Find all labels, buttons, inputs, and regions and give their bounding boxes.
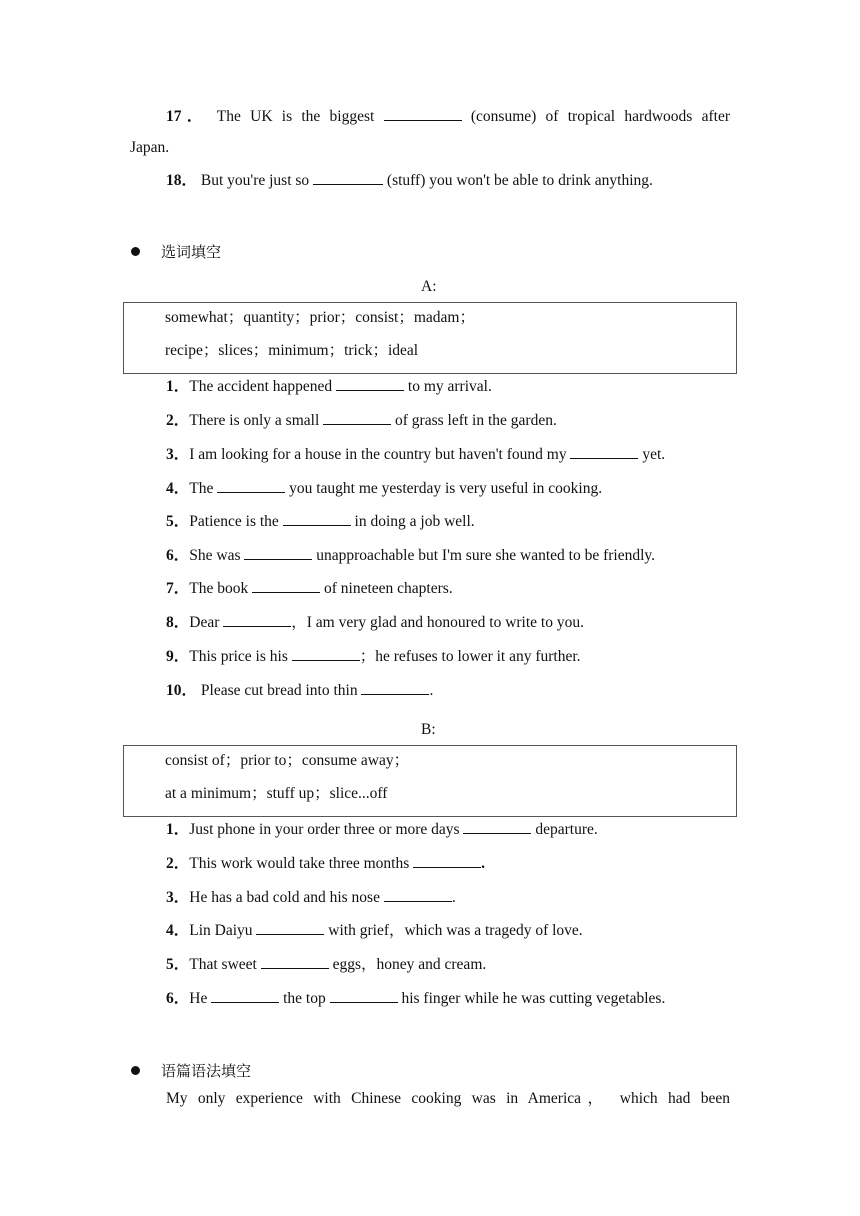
- part-b-question-2: 2．This work would take three months .: [166, 855, 485, 872]
- question-text: eggs，honey and cream.: [332, 956, 487, 973]
- question-text: with grief，which was a tragedy of love.: [328, 922, 583, 939]
- question-text: Dear: [189, 614, 220, 631]
- question-text: of nineteen chapters.: [324, 580, 453, 597]
- part-b-question-1: 1．Just phone in your order three or more days departure.: [166, 821, 598, 838]
- question-number: 5: [166, 513, 174, 530]
- part-b-label: B:: [421, 721, 436, 738]
- part-b-question-4: 4．Lin Daiyu with grief，which was a tragedy of love.: [166, 922, 583, 939]
- question-text: There is only a small: [189, 412, 320, 429]
- question-text: That sweet: [189, 956, 257, 973]
- answer-blank[interactable]: [223, 612, 291, 627]
- question-number: 3: [166, 446, 174, 463]
- part-b-question-6: 6．He the top his finger while he was cutting vegetables.: [166, 990, 666, 1007]
- question-text: the top: [283, 990, 326, 1007]
- answer-blank[interactable]: [292, 646, 360, 661]
- question-text: This work would take three months: [189, 855, 410, 872]
- answer-blank[interactable]: [570, 444, 638, 459]
- question-number: 8: [166, 614, 174, 631]
- question-text: unapproachable but I'm sure she wanted to be friendly.: [316, 547, 656, 564]
- word-bank-b: [123, 745, 737, 817]
- question-text: in doing a job well.: [354, 513, 475, 530]
- question-text: Just phone in your order three or more days: [189, 821, 460, 838]
- answer-blank[interactable]: [252, 578, 320, 593]
- question-17-continuation: Japan.: [130, 139, 170, 156]
- question-text: (consume) of tropical hardwoods after: [470, 108, 730, 125]
- question-number: 6: [166, 547, 174, 564]
- question-text: The UK is the biggest: [216, 108, 375, 125]
- answer-blank[interactable]: [413, 853, 481, 868]
- question-number: 1: [166, 378, 174, 395]
- question-number: 1: [166, 821, 174, 838]
- word-bank-a-line-1: somewhat；quantity；prior；consist；madam；: [165, 309, 475, 326]
- word-bank-b-line-1: consist of；prior to；consume away；: [165, 752, 410, 769]
- question-text: He has a bad cold and his nose: [189, 889, 380, 906]
- question-text: She was: [189, 547, 241, 564]
- question-text: The accident happened: [189, 378, 333, 395]
- part-a-question-5: 5．Patience is the in doing a job well.: [166, 513, 475, 530]
- question-text: (stuff) you won't be able to drink anything.: [386, 172, 653, 189]
- question-text: He: [189, 990, 208, 1007]
- word-bank-a-line-2: recipe；slices；minimum；trick；ideal: [165, 342, 419, 359]
- answer-blank[interactable]: [313, 170, 383, 185]
- bullet-icon: [131, 247, 140, 256]
- answer-blank[interactable]: [330, 988, 398, 1003]
- part-b-question-5: 5．That sweet eggs，honey and cream.: [166, 956, 487, 973]
- answer-blank[interactable]: [463, 819, 531, 834]
- question-number: 3: [166, 889, 174, 906]
- question-number: 5: [166, 956, 174, 973]
- part-a-question-8: 8．Dear ，I am very glad and honoured to write to you.: [166, 614, 584, 631]
- question-number: 7: [166, 580, 174, 597]
- part-a-question-3: 3．I am looking for a house in the country but haven't found my yet.: [166, 446, 666, 463]
- question-text: you taught me yesterday is very useful in cooking.: [289, 480, 603, 497]
- passage-line-1: My only experience with Chinese cooking was in America， which had been: [166, 1090, 730, 1107]
- part-a-question-6: 6．She was unapproachable but I'm sure she wanted to be friendly.: [166, 547, 656, 564]
- question-18: 18． But you're just so (stuff) you won't be able to drink anything.: [166, 172, 653, 189]
- part-b-question-3: 3．He has a bad cold and his nose .: [166, 889, 456, 906]
- answer-blank[interactable]: [244, 545, 312, 560]
- question-text: .: [451, 889, 456, 906]
- part-a-question-9: 9．This price is his ；he refuses to lower it any further.: [166, 648, 581, 665]
- answer-blank[interactable]: [211, 988, 279, 1003]
- question-number: 4: [166, 480, 174, 497]
- section-heading-vocab: 选词填空: [161, 243, 222, 261]
- bullet-icon: [131, 1066, 140, 1075]
- question-text: departure.: [535, 821, 598, 838]
- question-number: 6: [166, 990, 174, 1007]
- question-text: But you're just so: [200, 172, 310, 189]
- answer-blank[interactable]: [384, 887, 452, 902]
- question-text: to my arrival.: [407, 378, 492, 395]
- word-bank-b-line-2: at a minimum；stuff up；slice...off: [165, 785, 388, 802]
- question-text: .: [429, 682, 434, 699]
- answer-blank[interactable]: [384, 106, 462, 121]
- question-text: This price is his: [189, 648, 288, 665]
- question-text: his finger while he was cutting vegetables.: [401, 990, 666, 1007]
- answer-blank[interactable]: [361, 680, 429, 695]
- question-number: 2: [166, 412, 174, 429]
- question-text: I am looking for a house in the country but haven't found my: [189, 446, 567, 463]
- part-a-label: A:: [421, 278, 437, 295]
- answer-blank[interactable]: [256, 920, 324, 935]
- answer-blank[interactable]: [336, 376, 404, 391]
- question-text: ，I am very glad and honoured to write to you.: [291, 614, 584, 631]
- question-text: .: [481, 855, 485, 872]
- part-a-question-4: 4．The you taught me yesterday is very useful in cooking.: [166, 480, 603, 497]
- question-text: yet.: [642, 446, 666, 463]
- question-number: 4: [166, 922, 174, 939]
- question-text: The: [189, 480, 214, 497]
- part-a-question-10: 10． Please cut bread into thin .: [166, 682, 434, 699]
- answer-blank[interactable]: [283, 511, 351, 526]
- question-number: 9: [166, 648, 174, 665]
- part-a-question-1: 1．The accident happened to my arrival.: [166, 378, 492, 395]
- question-text: Patience is the: [189, 513, 279, 530]
- answer-blank[interactable]: [217, 478, 285, 493]
- question-number: 17: [166, 108, 182, 125]
- part-a-question-2: 2．There is only a small of grass left in the garden.: [166, 412, 557, 429]
- question-number: 18: [166, 172, 182, 189]
- question-number: 2: [166, 855, 174, 872]
- question-number: 10: [166, 682, 182, 699]
- question-text: ；he refuses to lower it any further.: [359, 648, 581, 665]
- section-heading-grammar: 语篇语法填空: [161, 1062, 252, 1080]
- question-text: Lin Daiyu: [189, 922, 253, 939]
- question-text: of grass left in the garden.: [395, 412, 557, 429]
- question-text: The book: [189, 580, 249, 597]
- question-17: 17． The UK is the biggest (consume) of tropical hardwoods after: [166, 108, 730, 125]
- answer-blank[interactable]: [323, 410, 391, 425]
- part-a-question-7: 7．The book of nineteen chapters.: [166, 580, 453, 597]
- answer-blank[interactable]: [261, 954, 329, 969]
- word-bank-a: [123, 302, 737, 374]
- question-text: Please cut bread into thin: [200, 682, 358, 699]
